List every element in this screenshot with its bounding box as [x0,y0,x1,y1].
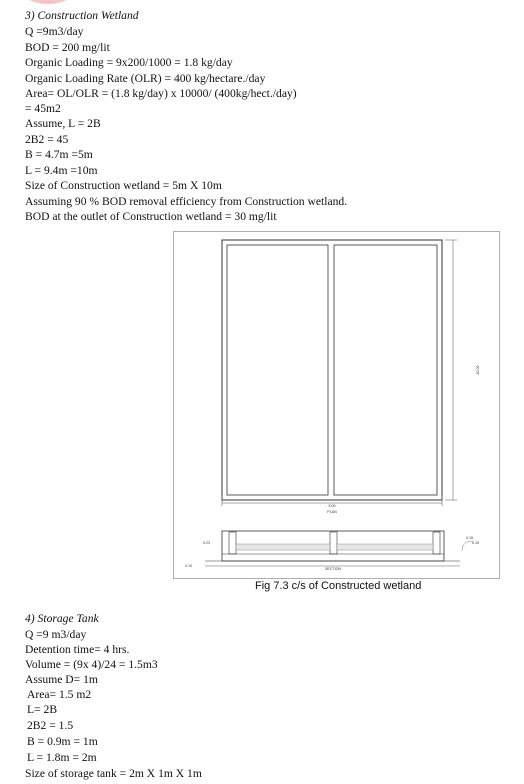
section4-line: 2B2 = 1.5 [27,719,74,732]
section4-line: L = 1.8m = 2m [27,751,97,764]
section3-line: Q =9m3/day [25,25,84,38]
section4-line: B = 0.9m = 1m [27,735,98,748]
section3-line: Organic Loading = 9x200/1000 = 1.8 kg/day [25,56,233,69]
section3-line: BOD at the outlet of Construction wetland = 30 mg/lit [25,210,277,223]
section4-line: Volume = (9x 4)/24 = 1.5m3 [25,658,158,671]
section4-line: Q =9 m3/day [25,628,87,641]
wetland-drawing [173,231,500,579]
plan-label: PLAN [327,510,337,514]
decorative-header-shape [26,0,70,4]
plan-width-dimension: 5.00 [328,504,336,508]
section3-line: Area= OL/OLR = (1.8 kg/day) x 10000/ (400kg/hect./day) [25,87,297,100]
section3-line: L = 9.4m =10m [25,164,98,177]
section4-line: Detention time= 4 hrs. [25,643,130,656]
section4-line: Size of storage tank = 2m X 1m X 1m [25,767,202,780]
figure-caption: Fig 7.3 c/s of Constructed wetland [255,580,422,592]
section-top-left-dimension: 0.23 [203,541,210,545]
section-right-dimension-1: 0.15 [466,536,473,540]
section4-line: Area= 1.5 m2 [27,688,92,701]
section4-line: L= 2B [27,703,58,716]
section4-line: Assume D= 1m [25,673,98,686]
section3-line: = 45m2 [25,102,61,115]
section-bottom-left-dimension: 0.10 [185,564,192,568]
section3-line: Assume, L = 2B [25,117,101,130]
section3-line: Size of Construction wetland = 5m X 10m [25,179,222,192]
section3-line: B = 4.7m =5m [25,148,93,161]
section-label: SECTION [325,567,341,571]
section-right-dimension-2: 0.15 [472,541,479,545]
plan-length-dimension: 10.00 [476,365,480,375]
section3-line: BOD = 200 mg/lit [25,41,110,54]
section3-line: 2B2 = 45 [25,133,69,146]
section3-heading: 3) Construction Wetland [25,9,139,22]
section4-heading: 4) Storage Tank [25,612,99,625]
section3-line: Organic Loading Rate (OLR) = 400 kg/hectare./day [25,72,266,85]
section3-line: Assuming 90 % BOD removal efficiency from Construction wetland. [25,195,348,208]
